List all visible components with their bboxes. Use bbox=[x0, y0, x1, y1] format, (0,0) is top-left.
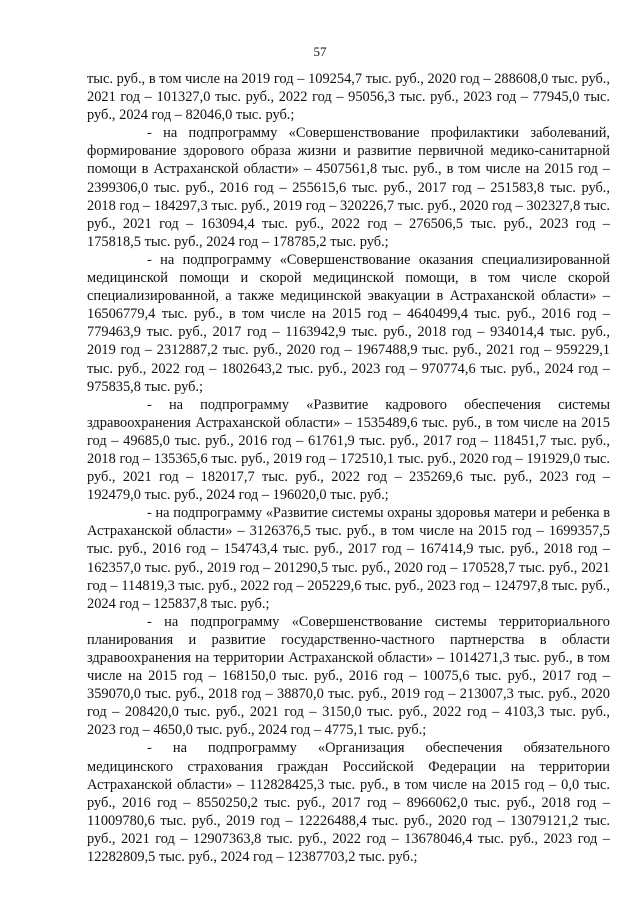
paragraph-subprogram-staffing: - на подпрограмму «Развитие кадрового обеспечения системы здравоохранения Астраханской области» – 1535489,6 тыс. руб., в том числе на 2015 год – 49685,0 тыс. руб., 2016 год – 61761,9 тыс. руб., 2017 год – 118451,7 тыс. руб., 2018 год – 135365,6 тыс. руб., 2019 год – 172510,1 тыс. руб., 2020 год – 191929,0 тыс. руб., 2021 год – 182017,7 тыс. руб., 2022 год – 235269,6 тыс. руб., 2023 год – 192479,0 тыс. руб., 2024 год – 196020,0 тыс. руб.; bbox=[87, 396, 610, 504]
paragraph-subprogram-specialized-care: - на подпрограмму «Совершенствование оказания специализированной медицинской помощи и скорой медицинской помощи, в том числе скорой специализированной, а также медицинской эвакуации в Астраханской области» – 16506779,4 тыс. руб., в том числе на 2015 год – 4640499,4 тыс. руб., 2016 год – 779463,9 тыс. руб., 2017 год – 1163942,9 тыс. руб., 2018 год – 934014,4 тыс. руб., 2019 год – 2312887,2 тыс. руб., 2020 год – 1967488,9 тыс. руб., 2021 год – 959229,1 тыс. руб., 2022 год – 1802643,2 тыс. руб., 2023 год – 970774,6 тыс. руб., 2024 год – 975835,8 тыс. руб.; bbox=[87, 251, 610, 395]
paragraph-subprogram-prevention: - на подпрограмму «Совершенствование профилактики заболеваний, формирование здорового образа жизни и развитие первичной медико-санитарной помощи в Астраханской области» – 4507561,8 тыс. руб., в том числе на 2015 год – 2399306,0 тыс. руб., 2016 год – 255615,6 тыс. руб., 2017 год – 251583,8 тыс. руб., 2018 год – 184297,3 тыс. руб., 2019 год – 320226,7 тыс. руб., 2020 год – 302327,8 тыс. руб., 2021 год – 163094,4 тыс. руб., 2022 год – 276506,5 тыс. руб., 2023 год – 175818,5 тыс. руб., 2024 год – 178785,2 тыс. руб.; bbox=[87, 125, 610, 250]
paragraph-subprogram-territorial-planning: - на подпрограмму «Совершенствование системы территориального планирования и развитие государственно-частного партнерства в области здравоохранения на территории Астраханской области» – 1014271,3 тыс. руб., в том числе на 2015 год – 168150,0 тыс. руб., 2016 год – 10075,6 тыс. руб., 2017 год – 359070,0 тыс. руб., 2018 год – 38870,0 тыс. руб., 2019 год – 213007,3 тыс. руб., 2020 год – 208420,0 тыс. руб., 2021 год – 3150,0 тыс. руб., 2022 год – 4103,3 тыс. руб., 2023 год – 4650,0 тыс. руб., 2024 год – 4775,1 тыс. руб.; bbox=[87, 613, 610, 739]
page-number: 57 bbox=[313, 44, 327, 59]
paragraph-subprogram-maternal-child: - на подпрограмму «Развитие системы охраны здоровья матери и ребенка в Астраханской области» – 3126376,5 тыс. руб., в том числе на 2015 год – 1699357,5 тыс. руб., 2016 год – 154743,4 тыс. руб., 2017 год – 167414,9 тыс. руб., 2018 год – 162357,0 тыс. руб., 2019 год – 201290,5 тыс. руб., 2020 год – 170528,7 тыс. руб., 2021 год – 114819,3 тыс. руб., 2022 год – 205229,6 тыс. руб., 2023 год – 124797,8 тыс. руб., 2024 год – 125837,8 тыс. руб.; bbox=[87, 505, 610, 612]
document-body bbox=[87, 70, 610, 866]
paragraph-subprogram-mandatory-insurance: - на подпрограмму «Организация обеспечения обязательного медицинского страхования граждан Российской Федерации на территории Астраханской области» – 112828425,3 тыс. руб., в том числе на 2015 год – 0,0 тыс. руб., 2016 год – 8550250,2 тыс. руб., 2017 год – 8966062,0 тыс. руб., 2018 год – 11009780,6 тыс. руб., 2019 год – 12226488,4 тыс. руб., 2020 год – 13079121,2 тыс. руб., 2021 год – 12907363,8 тыс. руб., 2022 год – 13678046,4 тыс. руб., 2023 год – 12282809,5 тыс. руб., 2024 год – 12387703,2 тыс. руб.; bbox=[87, 740, 610, 866]
paragraph-continuation: тыс. руб., в том числе на 2019 год – 109254,7 тыс. руб., 2020 год – 288608,0 тыс. руб., 2021 год – 101327,0 тыс. руб., 2022 год – 95056,3 тыс. руб., 2023 год – 77945,0 тыс. руб., 2024 год – 82046,0 тыс. руб.; bbox=[87, 71, 610, 124]
